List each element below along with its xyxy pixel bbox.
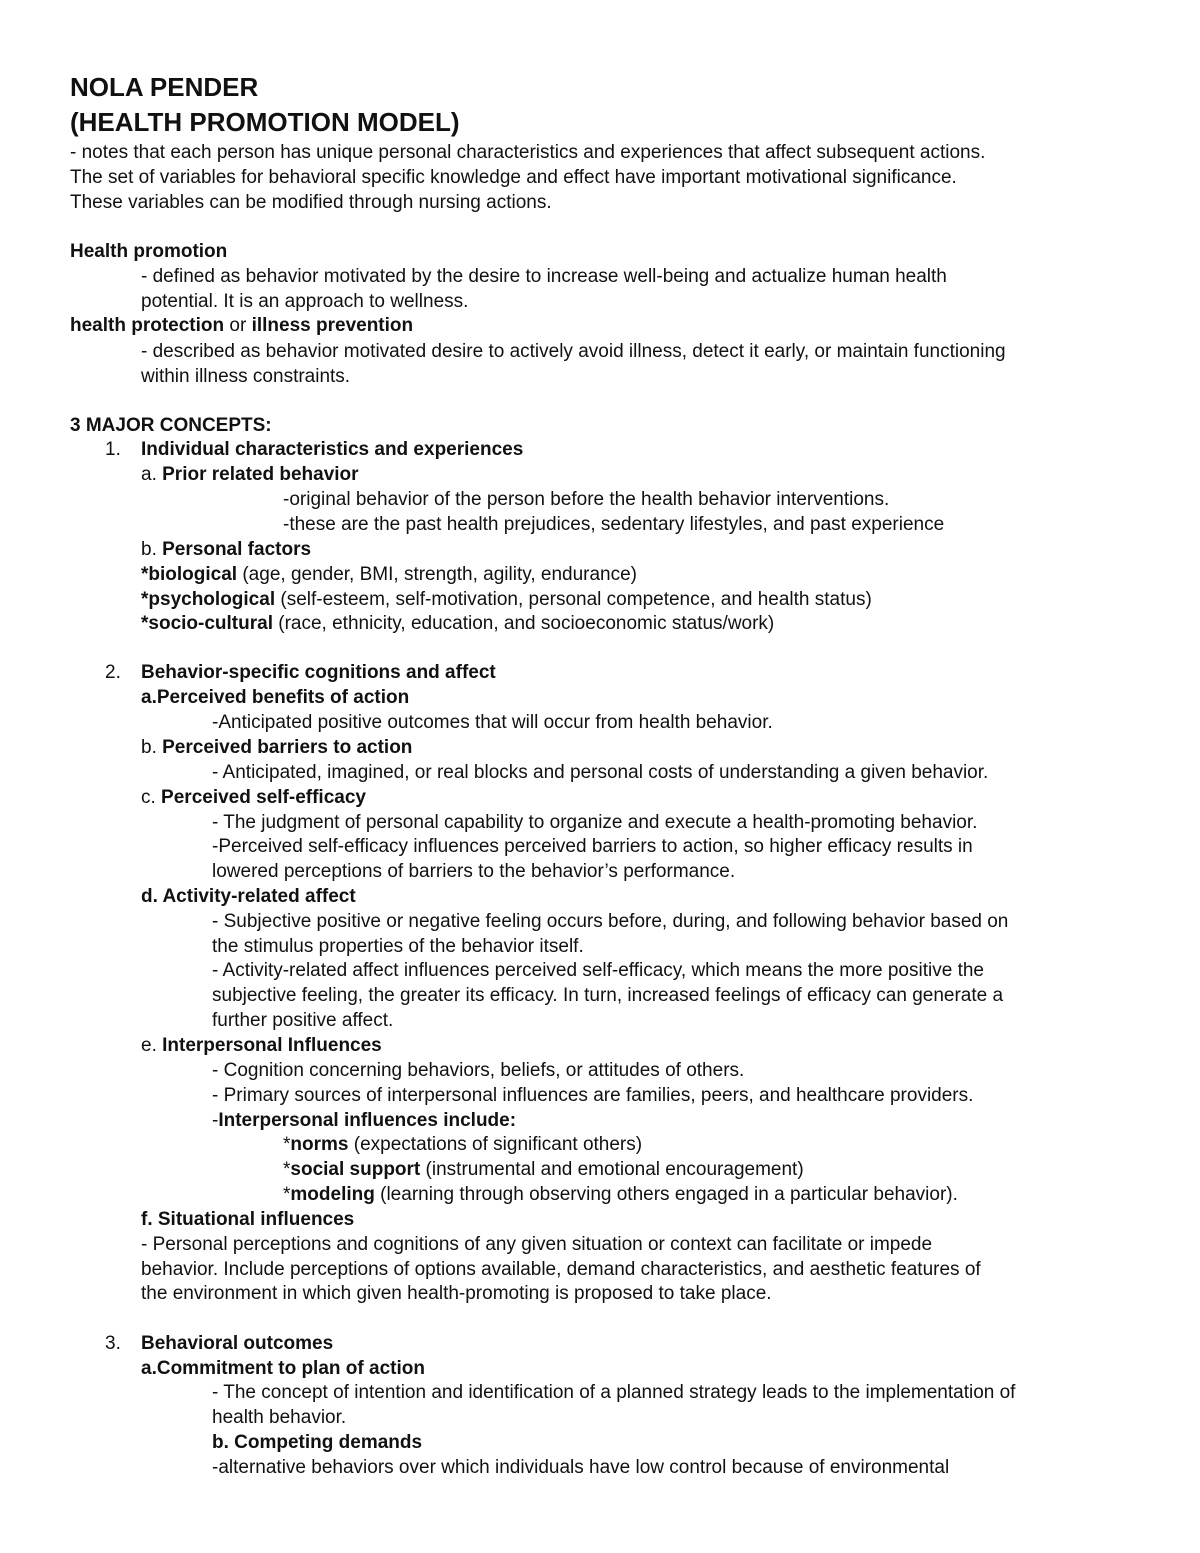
health-promotion-def-2: potential. It is an approach to wellness. bbox=[141, 291, 469, 312]
health-promotion-heading: Health promotion bbox=[70, 241, 228, 262]
influence-social-support: *social support (instrumental and emotional encouragement) bbox=[283, 1159, 804, 1180]
concept-2e-line-3: -Interpersonal influences include: bbox=[212, 1110, 517, 1131]
health-protection-heading: health protection or illness prevention bbox=[70, 315, 414, 336]
concept-2b-heading: b. Perceived barriers to action bbox=[141, 737, 413, 758]
personal-factor-psychological: *psychological (self-esteem, self-motivation, personal competence, and health status) bbox=[141, 589, 872, 610]
major-concepts-heading: 3 MAJOR CONCEPTS: bbox=[70, 415, 272, 436]
health-promotion-def-1: - defined as behavior motivated by the desire to increase well-being and actualize human health bbox=[141, 266, 947, 287]
concept-1-number: 1. bbox=[105, 439, 121, 460]
personal-factor-biological: *biological (age, gender, BMI, strength, agility, endurance) bbox=[141, 564, 638, 585]
concept-2f-line-2: behavior. Include perceptions of options available, demand characteristics, and aesthetic features of bbox=[141, 1259, 981, 1280]
concept-3-title: Behavioral outcomes bbox=[141, 1333, 334, 1354]
concept-2c-line-3: lowered perceptions of barriers to the behavior’s performance. bbox=[212, 861, 736, 882]
concept-2d-heading: d. Activity-related affect bbox=[141, 886, 356, 907]
health-protection-def-1: - described as behavior motivated desire to actively avoid illness, detect it early, or maintain functioning bbox=[141, 341, 1006, 362]
intro-line-1: - notes that each person has unique personal characteristics and experiences that affect subsequent actions. bbox=[70, 142, 986, 163]
concept-3a-line-1: - The concept of intention and identification of a planned strategy leads to the implementation of bbox=[212, 1382, 1016, 1403]
intro-line-2: The set of variables for behavioral specific knowledge and effect have important motivational significance. bbox=[70, 167, 957, 188]
concept-2e-heading: e. Interpersonal Influences bbox=[141, 1035, 382, 1056]
concept-1a-heading: a. Prior related behavior bbox=[141, 464, 359, 485]
personal-factor-socio-cultural: *socio-cultural (race, ethnicity, education, and socioeconomic status/work) bbox=[141, 613, 775, 634]
concept-2d-line-1: - Subjective positive or negative feeling occurs before, during, and following behavior based on bbox=[212, 911, 1009, 932]
concept-2a-heading: a.Perceived benefits of action bbox=[141, 687, 410, 708]
title-line-1: NOLA PENDER bbox=[70, 72, 259, 102]
concept-2f-line-3: the environment in which given health-promoting is proposed to take place. bbox=[141, 1283, 772, 1304]
concept-3a-line-2: health behavior. bbox=[212, 1407, 347, 1428]
concept-3b-line-1: -alternative behaviors over which individuals have low control because of environmental bbox=[212, 1457, 950, 1478]
concept-1-title: Individual characteristics and experiences bbox=[141, 439, 524, 460]
concept-2-number: 2. bbox=[105, 662, 121, 683]
concept-2d-line-4: subjective feeling, the greater its efficacy. In turn, increased feelings of efficacy can generate a bbox=[212, 985, 1004, 1006]
health-protection-def-2: within illness constraints. bbox=[141, 366, 351, 387]
concept-2f-line-1: - Personal perceptions and cognitions of any given situation or context can facilitate or impede bbox=[141, 1234, 933, 1255]
concept-2d-line-2: the stimulus properties of the behavior itself. bbox=[212, 936, 584, 957]
title-line-2: (HEALTH PROMOTION MODEL) bbox=[70, 107, 460, 137]
concept-3-number: 3. bbox=[105, 1333, 121, 1354]
concept-2c-heading: c. Perceived self-efficacy bbox=[141, 787, 366, 808]
concept-1a-line-2: -these are the past health prejudices, sedentary lifestyles, and past experience bbox=[283, 514, 945, 535]
concept-2a-line-1: -Anticipated positive outcomes that will occur from health behavior. bbox=[212, 712, 773, 733]
intro-line-3: These variables can be modified through nursing actions. bbox=[70, 192, 552, 213]
concept-2-title: Behavior-specific cognitions and affect bbox=[141, 662, 496, 683]
influence-norms: *norms (expectations of significant others) bbox=[283, 1134, 643, 1155]
concept-2e-line-1: - Cognition concerning behaviors, beliefs, or attitudes of others. bbox=[212, 1060, 745, 1081]
concept-2c-line-2: -Perceived self-efficacy influences perceived barriers to action, so higher efficacy results in bbox=[212, 836, 973, 857]
influence-modeling: *modeling (learning through observing others engaged in a particular behavior). bbox=[283, 1184, 958, 1205]
concept-2c-line-1: - The judgment of personal capability to organize and execute a health-promoting behavior. bbox=[212, 812, 978, 833]
concept-1b-heading: b. Personal factors bbox=[141, 539, 312, 560]
concept-2d-line-5: further positive affect. bbox=[212, 1010, 394, 1031]
concept-2d-line-3: - Activity-related affect influences perceived self-efficacy, which means the more positive the bbox=[212, 960, 984, 981]
concept-1a-line-1: -original behavior of the person before the health behavior interventions. bbox=[283, 489, 890, 510]
concept-2e-line-2: - Primary sources of interpersonal influences are families, peers, and healthcare providers. bbox=[212, 1085, 974, 1106]
concept-2b-line-1: - Anticipated, imagined, or real blocks and personal costs of understanding a given behavior. bbox=[212, 762, 989, 783]
concept-3a-heading: a.Commitment to plan of action bbox=[141, 1358, 425, 1379]
concept-3b-heading: b. Competing demands bbox=[212, 1432, 423, 1453]
concept-2f-heading: f. Situational influences bbox=[141, 1209, 355, 1230]
